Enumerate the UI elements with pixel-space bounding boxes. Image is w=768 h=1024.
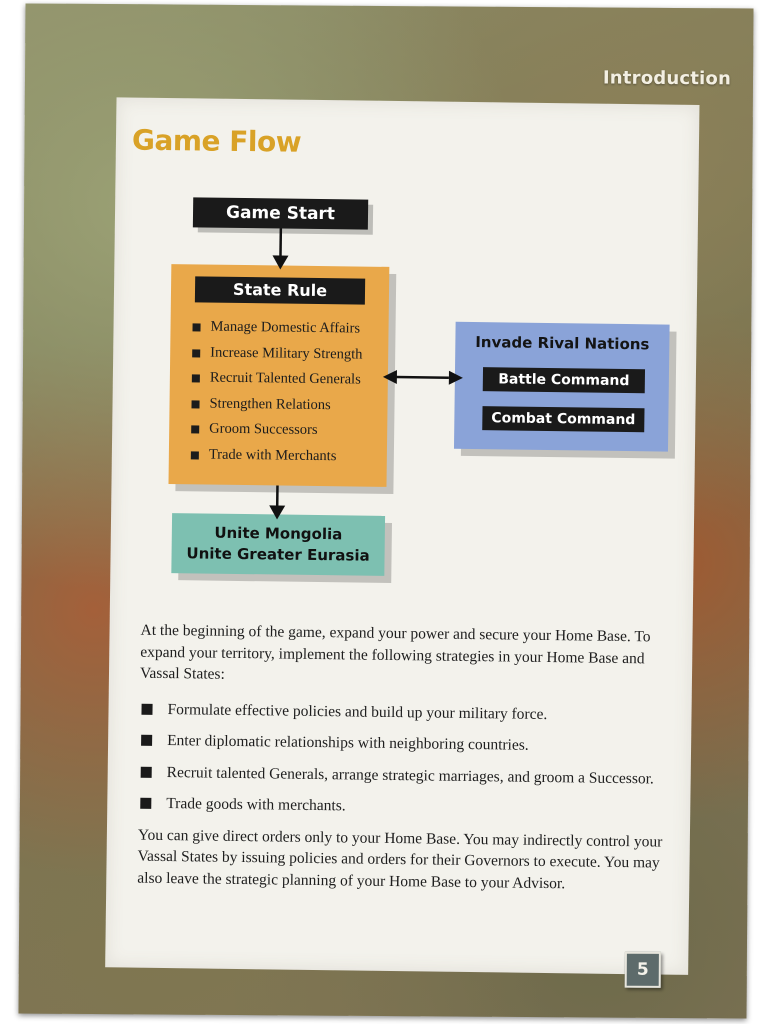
square-bullet-icon (191, 400, 199, 408)
list-item: Trade goods with merchants. (138, 793, 668, 821)
square-bullet-icon (191, 425, 199, 433)
page-number: 5 (625, 952, 661, 988)
invade-rival-nations-box (454, 322, 670, 452)
square-bullet-icon (191, 451, 199, 459)
battle-command-label: Battle Command (483, 367, 645, 393)
game-start-label: Game Start (193, 197, 368, 229)
invade-title: Invade Rival Nations (475, 333, 650, 354)
square-bullet-icon (141, 703, 152, 714)
arrow-start-to-state-icon (272, 228, 289, 269)
content-panel (105, 97, 699, 975)
intro-paragraph: At the beginning of the game, expand your power and secure your Home Base. To expand your territory, implement the following strategies in your Home Base and Vassal States: (139, 621, 651, 683)
booklet-page (18, 3, 753, 1018)
list-item: Recruit Talented Generals (192, 365, 363, 393)
state-rule-list (191, 314, 363, 469)
double-arrow-icon (383, 370, 463, 385)
square-bullet-icon (192, 374, 200, 382)
square-bullet-icon (141, 766, 152, 777)
strategy-list (138, 698, 669, 821)
list-item: Enter diplomatic relationships with neighboring countries. (139, 730, 669, 758)
bleed-through-texture (544, 133, 696, 305)
page-title: Game Flow (131, 123, 302, 159)
goal-line-eurasia: Unite Greater Eurasia (186, 544, 370, 565)
list-item: Formulate effective policies and build up your military force. (139, 698, 669, 726)
unite-goal-box (171, 513, 385, 576)
list-item: Groom Successors (191, 416, 362, 444)
list-item: Manage Domestic Affairs (192, 314, 363, 342)
list-item: Recruit talented Generals, arrange strategic marriages, and groom a Successor. (139, 761, 669, 789)
goal-line-mongolia: Unite Mongolia (214, 523, 343, 544)
square-bullet-icon (192, 323, 200, 331)
section-header: Introduction (602, 67, 732, 90)
state-rule-box (168, 264, 389, 487)
closing-paragraph: You can give direct orders only to your Home Base. You may indirectly control your Vassal States by issuing policies and orders for their Governors to execute. You may also leave the strategic planning of your Home Base to your Advisor. (137, 826, 663, 892)
list-item: Strengthen Relations (191, 391, 362, 419)
combat-command-label: Combat Command (482, 406, 644, 432)
body-text (137, 620, 670, 896)
list-item: Trade with Merchants (191, 442, 362, 470)
state-rule-label: State Rule (195, 276, 365, 304)
square-bullet-icon (140, 798, 151, 809)
square-bullet-icon (192, 349, 200, 357)
square-bullet-icon (141, 735, 152, 746)
list-item: Increase Military Strength (192, 340, 363, 368)
